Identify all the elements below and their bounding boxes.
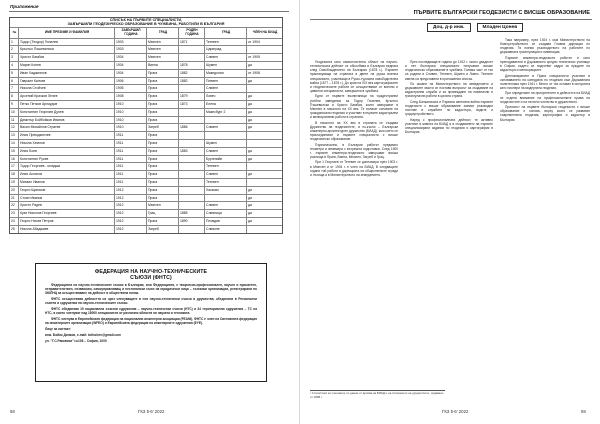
- table-cell: [205, 132, 247, 139]
- table-cell: от 1904: [248, 39, 260, 44]
- table-cell: Прага: [147, 93, 179, 100]
- table-cell: 15: [10, 148, 19, 155]
- table-cell: 1903: [115, 39, 147, 46]
- table-cell: Прага: [147, 85, 179, 92]
- table-cell: [179, 202, 205, 209]
- column-header: ГРАД: [205, 28, 247, 38]
- table-cell: Васил Михайлов Стратев: [19, 124, 115, 131]
- table-row: [10, 123, 282, 131]
- article-paragraph: Първоначално, в България работят предимно геометри и земемери с вътрешна подготовка. След 1900 г. първите инженери-геодезисти завършват висши училища в Прага, Виена, Мюнхен, Загреб и Грац.: [310, 142, 398, 159]
- table-cell: 22: [10, 202, 19, 209]
- table-cell: Сливен: [205, 148, 247, 155]
- table-cell: 3: [10, 54, 19, 61]
- article-paragraph: Първите инженери-геодезисти работят и като преподаватели в Държавното средно техническо училище в София, където се подготвят кадри за нуждите на кадастъра и мелиорациите.: [500, 55, 590, 73]
- federation-paragraph: ФНТС осъществява дейността си чрез членуващите в нея научно-технически съюзи и дружества, обединени в Регионални съвети и сдружения на научно-техническите съюзи.: [45, 297, 257, 306]
- title-rule: [310, 19, 592, 20]
- table-cell: 1906: [115, 78, 147, 85]
- table-cell: Христо Радев: [19, 202, 115, 209]
- table-cell: Прага: [147, 218, 179, 225]
- table-cell: [247, 179, 282, 186]
- federation-title-line2: СЪЮЗИ (ФНТС): [130, 275, 172, 282]
- table-cell: да: [248, 156, 252, 161]
- table-row: [10, 186, 282, 194]
- table-cell: да: [248, 125, 252, 130]
- table-cell: 1911: [115, 148, 147, 155]
- table-cell: Тодор Георгиев - младши: [19, 163, 115, 170]
- table-cell: Сливен: [205, 85, 247, 92]
- table-cell: Прага: [147, 78, 179, 85]
- table-cell: Прага: [147, 187, 179, 194]
- header-rule: [9, 11, 289, 12]
- table-cell: Кръстьо Пъшевилски: [19, 46, 115, 53]
- table-cell: 24: [10, 218, 19, 225]
- column-header: ГРАД: [147, 28, 179, 38]
- table-cell: да: [248, 211, 252, 216]
- column-header: ЗАВЪРШИЛ ГОДИНА: [115, 28, 147, 38]
- roster-table: [9, 17, 283, 234]
- article-paragraph: Едни от първите възпитаници на чуждестранни учебни заведения са Тодор Гюзелев, Кръстьо Пъшевилски и Христо Бамбов, които завършват в Мюнхен в началото на XX век. Те полагат основите на гражданската геодезия и участват в първите кадастрални и мелиоративни работи в страната.: [310, 94, 398, 120]
- table-cell: [205, 195, 247, 202]
- table-row: [10, 170, 282, 178]
- table-cell: Гавраил Калчев: [19, 78, 115, 85]
- table-cell: Кузи Николов Георгиев: [19, 210, 115, 217]
- table-cell: Илия Премдзинчев: [19, 132, 115, 139]
- table-cell: 1912: [115, 187, 147, 194]
- table-cell: Сливен: [205, 124, 247, 131]
- table-cell: Прага: [147, 148, 179, 155]
- running-head: Приложение: [10, 4, 39, 9]
- authors-row: [427, 23, 523, 32]
- table-cell: 1879: [179, 93, 205, 100]
- table-cell: 4: [10, 62, 19, 69]
- table-row: [10, 84, 282, 92]
- table-cell: да: [248, 195, 252, 200]
- table-cell: да: [248, 148, 252, 153]
- table-cell: [247, 46, 282, 53]
- table-cell: 8: [10, 93, 19, 100]
- table-cell: 1886: [179, 124, 205, 131]
- table-cell: Константин Русев: [19, 156, 115, 163]
- table-cell: да: [248, 101, 252, 106]
- table-cell: 21: [10, 195, 19, 202]
- table-cell: [179, 54, 205, 61]
- table-cell: 1912: [115, 202, 147, 209]
- table-row: [10, 131, 282, 139]
- article-paragraph: При определяне на приоритетите в дейността на БИАД се отделя внимание на професионалните права на геодезистите и на тяхното членство в дружеството.: [500, 91, 590, 104]
- article-column-1: [310, 60, 398, 385]
- table-cell: [179, 132, 205, 139]
- table-cell: да: [248, 94, 252, 99]
- article-paragraph: В началото на XX век в страната се създава Дружество на геодезистите, а по-късно – Български инженерно-архитектурен дружество (БИАД), към което се присъединяват и първите специалисти с висше геодезическо образование.: [310, 120, 398, 142]
- table-cell: Михаил Иванов: [19, 179, 115, 186]
- federation-paragraph: инж. Бойко Динков, e-mail: bdinchev@gmail.com: [45, 332, 121, 337]
- table-cell: да: [248, 172, 252, 177]
- table-cell: Хасково: [205, 187, 247, 194]
- table-cell: 1911: [115, 171, 147, 178]
- table-cell: 1910: [115, 109, 147, 116]
- table-cell: 1882: [179, 78, 205, 85]
- table-cell: 1911: [115, 140, 147, 147]
- table-cell: [247, 132, 282, 139]
- table-cell: да: [248, 203, 252, 208]
- column-header: №: [10, 28, 19, 38]
- table-cell: 20: [10, 187, 19, 194]
- table-row: [10, 92, 282, 100]
- table-cell: 1912: [115, 195, 147, 202]
- table-cell: [179, 85, 205, 92]
- table-cell: [179, 117, 205, 124]
- table-cell: Прага: [147, 195, 179, 202]
- table-cell: Тодор (Теодор) Гюзелев: [19, 39, 115, 46]
- table-cell: Сливница: [205, 210, 247, 217]
- table-cell: да: [248, 109, 252, 114]
- table-cell: Мюнхен: [147, 39, 179, 46]
- author-degree: Доц. д-р инж.: [427, 23, 471, 32]
- table-cell: [179, 171, 205, 178]
- table-cell: 13: [10, 132, 19, 139]
- article-paragraph: По искане на Министерството на земеделието и държавните имоти се поставя въпросът за създаване на кадастрални служби и за провеждане на нивелачни и триангулачни работи в цялата страна.: [405, 81, 493, 99]
- table-cell: Никола Абаджиев: [19, 226, 115, 233]
- table-cell: 11: [10, 117, 19, 124]
- table-row: [10, 45, 282, 53]
- table-cell: Прага: [147, 101, 179, 108]
- table-cell: 1906: [115, 85, 147, 92]
- federation-title: ФЕДЕРАЦИЯ НА НАУЧНО-ТЕХНИЧЕСКИТЕ: [94, 269, 208, 275]
- article-paragraph: Наред с професионалната дейност, те активно участват в живота на БИАД и в създаването на първите специализирани издания по геодезия и картография в България.: [405, 117, 493, 135]
- table-cell: Мюнхен: [147, 202, 179, 209]
- table-subtitle: ЗАВЪРШИЛИ ГЕОДЕЗИЧЕСКО ОБРАЗОВАНИЕ В ЧУЖБИНА, РАБОТИЛИ В БЪЛГАРИЯ: [67, 22, 225, 27]
- table-cell: [179, 187, 205, 194]
- table-cell: 17: [10, 163, 19, 170]
- table-body: [10, 38, 282, 233]
- column-header: РОДЕН ГОДИНА: [179, 28, 205, 38]
- column-header: ЧЛЕН НА БИАД: [252, 29, 278, 34]
- table-cell: [179, 226, 205, 233]
- table-cell: 18: [10, 171, 19, 178]
- table-cell: 6: [10, 78, 19, 85]
- table-cell: [179, 195, 205, 202]
- table-cell: 1911: [115, 132, 147, 139]
- table-cell: Македония: [205, 70, 247, 77]
- table-cell: [247, 163, 282, 170]
- table-cell: 1910: [115, 101, 147, 108]
- table-row: [10, 139, 282, 147]
- table-cell: Плевен: [205, 78, 247, 85]
- table-cell: от 1908: [248, 70, 260, 75]
- table-cell: Стоян Иванов: [19, 195, 115, 202]
- table-cell: Макесбург 2: [205, 109, 247, 116]
- table-row: [10, 209, 282, 217]
- table-cell: Христо Бамбов: [19, 54, 115, 61]
- federation-box: [35, 263, 267, 382]
- table-cell: 1910: [115, 117, 147, 124]
- table-cell: Загреб: [147, 226, 179, 233]
- table-cell: да: [248, 218, 252, 223]
- table-cell: 1911: [115, 156, 147, 163]
- federation-paragraph: Лице за контакт:: [45, 326, 71, 331]
- table-cell: 23: [10, 210, 19, 217]
- table-cell: Никола Стойчев: [19, 85, 115, 92]
- table-cell: 1912: [115, 226, 147, 233]
- table-cell: 1885: [179, 210, 205, 217]
- table-cell: [247, 85, 282, 92]
- table-cell: Никола Хемлов: [19, 140, 115, 147]
- article-paragraph: Геодезията като самостоятелна област на научно-техническата дейност се обособява в България веднага след Освобождението на България (1878 г.). Първите практикуващи на страната в двете на руска военна специалисти, участващи в Руско-турската освободителна война (1877 – 1878 г.). До края на XIX век картографските и геодезическите работи се осъществяват от военни и цивилни специалисти, завършили в чужбина.: [310, 60, 398, 94]
- table-cell: Прага: [147, 140, 179, 147]
- page-number-left: 58: [10, 409, 15, 414]
- table-row: [10, 162, 282, 170]
- table-row: [10, 201, 282, 209]
- table-cell: 1911: [115, 179, 147, 186]
- table-row: [10, 178, 282, 186]
- table-cell: Загреб: [147, 124, 179, 131]
- table-cell: 25: [10, 226, 19, 233]
- article-paragraph: Така например, през 1924 г. към Министерството на благоустройството се създава Главна дирекция по геодезия. Тя поема ръководството на работите по държавната триангулация и нивелация.: [500, 38, 590, 55]
- table-cell: Тетевен: [205, 163, 247, 170]
- table-cell: 16: [10, 156, 19, 163]
- table-cell: Прага: [147, 179, 179, 186]
- footnote: ¹ Статистика за членовете по данни от архива на БИАД и на списанието на дружеството, издавано от 1898 г.: [310, 391, 444, 399]
- table-cell: Прага: [147, 163, 179, 170]
- table-cell: [247, 226, 282, 233]
- table-cell: 19: [10, 179, 19, 186]
- table-cell: Шумен: [205, 140, 247, 147]
- table-cell: Димитър Бойбойков Иванов: [19, 117, 115, 124]
- column-header: ИМЕ ПРЕЗИМЕ И ФАМИЛИЯ: [19, 28, 115, 38]
- table-cell: 1882: [179, 70, 205, 77]
- table-cell: 12: [10, 124, 19, 131]
- table-cell: 1883: [179, 148, 205, 155]
- table-cell: Прага: [147, 70, 179, 77]
- table-cell: Георги Щипиков: [19, 187, 115, 194]
- table-cell: да: [248, 187, 252, 192]
- table-row: [10, 61, 282, 69]
- table-cell: Арсений Крачков Лечев: [19, 93, 115, 100]
- table-cell: 1904: [115, 70, 147, 77]
- federation-paragraph: ФНТС обединява 19 национални съюзни сдружения – научно-технически съюзи (НТС) и 34 териториални сдружения – ТС на НТС, в които членуват над 18000 специалисти от различни области на науката и техниката.: [45, 307, 257, 316]
- table-cell: 1911: [115, 163, 147, 170]
- table-cell: [179, 109, 205, 116]
- table-row: [10, 116, 282, 124]
- table-cell: да: [248, 78, 252, 83]
- table-cell: Георги Ничев Петров: [19, 218, 115, 225]
- table-cell: Прага: [147, 132, 179, 139]
- table-cell: Мюнхен: [147, 54, 179, 61]
- table-cell: 1903: [115, 46, 147, 53]
- author-name: Младен Цонев: [477, 23, 524, 32]
- table-cell: 1873: [179, 101, 205, 108]
- table-row: [10, 53, 282, 61]
- table-cell: 1912: [115, 218, 147, 225]
- table-cell: Тетевен: [205, 39, 247, 46]
- table-cell: Грац: [147, 210, 179, 217]
- federation-paragraph: Федерацията на научно-техническите съюзи в България, или Федерацията, е творческо-професионален, научен и просветен, неправителствен, независим, самоуправляващ и нестопански съюз на юридически лица – съюзови организации, регистрирани по ЗЮЛНЦ за осъществяване на дейност в обществена полза.: [45, 283, 257, 296]
- table-cell: Елена: [205, 101, 247, 108]
- table-cell: 1878: [179, 62, 205, 69]
- table-row: [10, 77, 282, 85]
- table-cell: Цариград: [205, 46, 247, 53]
- table-cell: 10: [10, 109, 19, 116]
- article-paragraph: След Балканската и Първата световна война първите геодезисти с висше образование заемат ръководни постове в службите по кадастъра, водите и градоустройството.: [405, 99, 493, 117]
- table-cell: 1871: [179, 39, 205, 46]
- article-paragraph: При 1 Георгиев от Тетевен се дипломира през 1903 г. в Мюнхен и от 1904 г. е член на БИАД. В следващите години той работи в дирекцията на обществените сгради и пътища и в Министерството на земеделието.: [310, 160, 398, 177]
- table-cell: Илия Боев: [19, 148, 115, 155]
- page-number-right: 59: [581, 409, 586, 414]
- table-row: [10, 194, 282, 202]
- table-cell: Шумен: [205, 62, 247, 69]
- table-cell: Прага: [147, 171, 179, 178]
- table-cell: [205, 117, 247, 124]
- article-paragraph: През последващите години до 1912 г. около двадесет и пет български специалисти получават висше геодезическо образование в чужбина. Голяма част от тях са родени в Сливен, Тетевен, Шумен и Ловеч. Техните имена са представени в приложения списък.: [405, 60, 493, 81]
- table-row: [10, 100, 282, 108]
- table-cell: 2: [10, 46, 19, 53]
- table-cell: Сливопе: [205, 226, 247, 233]
- table-cell: Мюнхен: [147, 46, 179, 53]
- table-cell: Ловеч: [205, 93, 247, 100]
- table-cell: 7: [10, 85, 19, 92]
- article-paragraph: Приносът на първите български геодезисти с висше образование е основа, върху която се развиват съвременната геодезия, картография и кадастър в България.: [500, 105, 590, 122]
- federation-paragraph: ФНТС членува в Европейската федерация на национални инженерни асоциации (FEANI), ФНТС е член на Световната федерация на инженерните организации (WFEO) и Европейската федерация на инженерните сдружения (EYE).: [45, 317, 257, 326]
- table-cell: 5: [10, 70, 19, 77]
- table-cell: 1904: [115, 54, 147, 61]
- table-cell: да: [248, 62, 252, 67]
- table-cell: [247, 140, 282, 147]
- table-cell: [179, 163, 205, 170]
- article-column-3: [500, 38, 590, 400]
- table-cell: Илия Аслатов: [19, 171, 115, 178]
- table-cell: Виена: [147, 62, 179, 69]
- article-paragraph: Дипломираните в Прага специалисти участват в основаването на катедрата по геодезия към Държавната политехника през 1941 г. Много от тях остават в историята като пионери на модерната геодезия.: [500, 73, 590, 91]
- table-cell: Прага: [147, 156, 179, 163]
- table-cell: Марин Колев: [19, 62, 115, 69]
- table-cell: 9: [10, 101, 19, 108]
- left-page: [0, 0, 299, 424]
- article-title: ПЪРВИТЕ БЪЛГАРСКИ ГЕОДЕЗИСТИ С ВИСШЕ ОБРАЗОВАНИЕ: [413, 10, 590, 16]
- table-cell: 1904: [115, 62, 147, 69]
- table-cell: 1890: [179, 218, 205, 225]
- table-cell: да: [248, 117, 252, 122]
- table-row: [10, 69, 282, 77]
- table-cell: [179, 46, 205, 53]
- table-cell: Иван Хаджиянов: [19, 70, 115, 77]
- table-title: СПИСЪК НА ПЪРВИТЕ СПЕЦИАЛИСТИ,: [109, 18, 183, 22]
- table-cell: 1908: [115, 93, 147, 100]
- table-cell: Сливен: [205, 202, 247, 209]
- table-cell: [179, 156, 205, 163]
- table-row: [10, 155, 282, 163]
- table-cell: Прага: [147, 109, 179, 116]
- table-row: [10, 147, 282, 155]
- table-cell: [179, 140, 205, 147]
- table-cell: Бургенийн: [205, 156, 247, 163]
- table-cell: [179, 179, 205, 186]
- article-column-2: [405, 60, 493, 385]
- federation-text: [45, 284, 257, 343]
- table-cell: Сливен: [205, 171, 247, 178]
- table-cell: Петко Петков Арнаудов: [19, 101, 115, 108]
- table-cell: 14: [10, 140, 19, 147]
- table-cell: Сливен: [205, 54, 247, 61]
- table-cell: Прага: [147, 117, 179, 124]
- table-cell: 1912: [115, 210, 147, 217]
- table-cell: Константин Георгиев Дунев: [19, 109, 115, 116]
- table-row: [10, 217, 282, 225]
- table-cell: 1910: [115, 124, 147, 131]
- journal-issue-left: ГКЗ 5-6' 2022: [138, 409, 165, 414]
- table-row: [10, 108, 282, 116]
- table-cell: от 1905: [248, 55, 260, 60]
- table-cell: Пловдив: [205, 218, 247, 225]
- table-cell: Тетевен: [205, 179, 247, 186]
- federation-paragraph: ул. "Г.С.Раковски" №108 – София, 1000: [45, 338, 107, 343]
- table-row: [10, 225, 282, 233]
- journal-issue-right: ГКЗ 5-6' 2022: [442, 409, 469, 414]
- table-header-row: [10, 27, 282, 38]
- table-cell: 1: [10, 39, 19, 46]
- table-row: [10, 38, 282, 46]
